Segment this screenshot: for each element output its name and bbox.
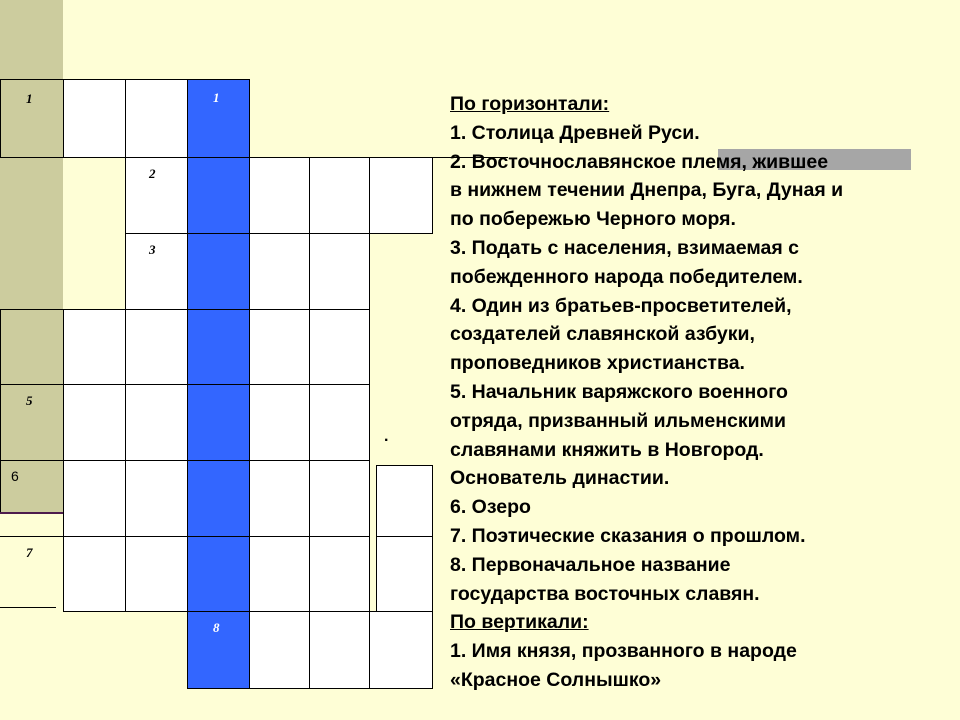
- clue-h4-line1: 4. Один из братьев-просветителей,: [450, 294, 792, 317]
- cell-r3-c2[interactable]: [125, 233, 188, 310]
- cell-r6-c1[interactable]: [63, 460, 126, 537]
- cell-r7-c1[interactable]: [63, 536, 126, 612]
- cell-r4-c5[interactable]: [309, 309, 370, 385]
- grid-line-row2-top: [40, 157, 433, 158]
- clue-h8-line1: 8. Первоначальное название: [450, 553, 731, 576]
- cell-r5-c5[interactable]: [309, 384, 370, 461]
- clue-h8-line2: государства восточных славян.: [450, 582, 760, 605]
- cell-r5-c2[interactable]: [125, 384, 188, 461]
- clue-h5-line2: отряда, призванный ильменскими: [450, 409, 787, 432]
- cell-r1-c2[interactable]: [125, 79, 188, 158]
- clue-number-7: 7: [26, 545, 33, 560]
- clue-h5-line4: Основатель династии.: [450, 467, 670, 490]
- cell-r7-c6[interactable]: [376, 536, 433, 612]
- clue-h2-line3: по побережью Черного моря.: [450, 208, 736, 231]
- cell-r4-c0[interactable]: [0, 309, 64, 385]
- cell-r8-c5[interactable]: [309, 611, 370, 689]
- cell-r7-c2[interactable]: [125, 536, 188, 612]
- cell-r7-c4[interactable]: [249, 536, 310, 612]
- cell-r8-c4[interactable]: [249, 611, 310, 689]
- clue-h2-line1: 2. Восточнославянское племя, жившее: [450, 150, 829, 173]
- grid-line-row7-left: [0, 536, 64, 537]
- cell-r2-c6[interactable]: [369, 157, 433, 234]
- clue-v1-line2: «Красное Солнышко»: [450, 668, 662, 691]
- grid-line-row8-left: [0, 607, 56, 608]
- clue-number-1-left: 1: [26, 91, 33, 106]
- clue-h6: 6. Озеро: [450, 496, 531, 519]
- cell-r6-c3[interactable]: [187, 460, 250, 537]
- clue-number-1-vertical: 1: [213, 90, 220, 105]
- cell-r2-c4[interactable]: [249, 157, 310, 234]
- clue-h7: 7. Поэтические сказания о прошлом.: [450, 524, 806, 547]
- clue-number-3: 3: [149, 242, 156, 257]
- clue-number-8: 8: [213, 620, 220, 635]
- cell-r7-c3[interactable]: [187, 536, 250, 612]
- clue-h3-line1: 3. Подать с населения, взимаемая с: [450, 236, 799, 259]
- cell-r2-c2[interactable]: [125, 157, 188, 234]
- grid-line-col6-lower: [432, 465, 433, 689]
- clue-h2-line2: в нижнем течении Днепра, Буга, Дуная и: [450, 179, 844, 202]
- clue-h5-line3: славянами княжить в Новгород.: [450, 438, 764, 461]
- clue-h3-line2: побежденного народа победителем.: [450, 265, 803, 288]
- horizontal-heading: По горизонтали:: [450, 93, 610, 115]
- stray-dot: .: [384, 428, 389, 445]
- clue-h5-line1: 5. Начальник варяжского военного: [450, 380, 788, 403]
- clues-panel: [450, 90, 955, 695]
- clue-h4-line3: проповедников христианства.: [450, 352, 745, 375]
- cell-r4-c3[interactable]: [187, 309, 250, 385]
- cell-r3-c3[interactable]: [187, 233, 250, 310]
- clue-number-2: 2: [149, 166, 156, 181]
- cell-r6-c5[interactable]: [309, 460, 370, 537]
- cell-r6-c0[interactable]: [0, 460, 64, 512]
- cell-r2-c5[interactable]: [309, 157, 370, 234]
- cell-r1-c1[interactable]: [63, 79, 126, 158]
- clue-v1-line1: 1. Имя князя, прозванного в народе: [450, 640, 797, 663]
- cell-r6-c2[interactable]: [125, 460, 188, 537]
- cell-r2-c3[interactable]: [187, 157, 250, 234]
- cell-r7-c5[interactable]: [309, 536, 370, 612]
- cell-r5-c1[interactable]: [63, 384, 126, 461]
- cell-r8-c6[interactable]: [369, 611, 433, 689]
- cell-r3-c5[interactable]: [309, 233, 370, 310]
- cell-r4-c4[interactable]: [249, 309, 310, 385]
- cell-r5-c4[interactable]: [249, 384, 310, 461]
- clue-h1: 1. Столица Древней Руси.: [450, 121, 700, 144]
- cell-r3-c4[interactable]: [249, 233, 310, 310]
- cell-r4-c1[interactable]: [63, 309, 126, 385]
- clue-number-5: 5: [26, 393, 33, 408]
- cell-r6-c4[interactable]: [249, 460, 310, 537]
- vertical-heading: По вертикали:: [450, 611, 589, 634]
- clue-number-6: 6: [11, 468, 19, 484]
- cell-r5-c3[interactable]: [187, 384, 250, 461]
- cell-r6-c6[interactable]: [376, 465, 433, 537]
- cell-r4-c2[interactable]: [125, 309, 188, 385]
- clue-h4-line2: создателей славянской азбуки,: [450, 323, 755, 346]
